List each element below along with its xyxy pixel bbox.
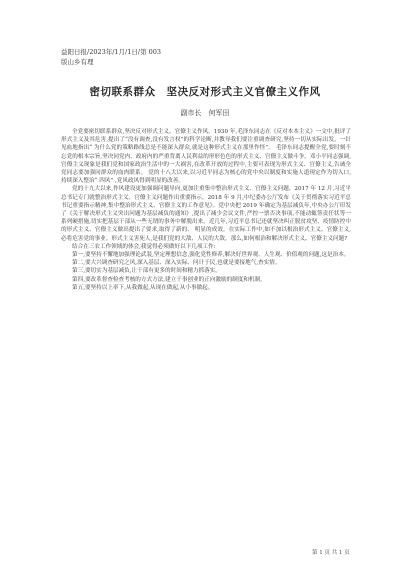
document-meta — [61, 47, 161, 67]
paragraph: 第五,要坚持以上率下,从我做起,从现在做起,从小事做起。 — [72, 284, 214, 291]
paragraph: 党的十九大以来,作风建设更加强调问题导向,更加注重集中整治形式主义、官僚主义问题。2017 年 12 月,习近平总书记专门就整治形式主义、官僚主义问题作出重要指示。2018 年 9 月,中纪委办公厅发布《关于贯彻落实习近平总书记重要指示精神,集中整治形式主义、官僚主义的工作意见》。党中央把 2019 年确定为基层减负年,中央办公厅印发了《关于解决形式主义突出问题为基层减负的通知》,提出了减少会议文件,严控一票否决事项,不能动辄签责任状等一系列硬措施,切实把基层干部从一些无谓的事务中解脱出来。近几年,习近平总书记还就坚决纠正脱贫攻坚、疫情防控中的形式主义、官僚主义做出提出了要求,取得了新的、 明显的成效。在实际工作中,如不加以根治形式主义、官僚主义,必将危害党的事业。形式主义害死人,是我们党的大敌、人民的大敌。那么,如何根治和解决形式主义、官僚主义问题? — [61, 186, 351, 242]
article-author: 副市长 何军田 — [180, 109, 230, 117]
article-title: 密切联系群众 坚决反对形式主义官僚主义作风 — [89, 86, 321, 98]
page-number: 第 1 页 共 1 页 — [312, 550, 350, 556]
paragraph: 全党要密切联系群众,坚决反对形式主义、官僚主义作风。1930 年,毛泽东同志在《反对本本主义》一文中,批评了形式主义及其危害,提出了“没有调查,没有发言权”的科学论断,并教导我们要注重调查研究,坚持一切从实际出发。一针见血地指出“ 为什么党的策略路线总是不能深入群众,就是这种形式主义在那里作怪”。 毛泽东同志提醒全党,要时刻不忘党的根本宗旨,坚决同党内、政府内的严重背离人民利益的形形色色的形式主义、官僚主义做斗争。邓小平同志强调,官僚主义现象是我们党和国家政治生活中的一大祸害,在改革开放的过程中,主要可表现为形式主义、官僚主义,告诫全党同志要加强同群众的血肉联系。 党的十八大以来,以习近平同志为核心的党中央以制度和实施人道现定作为切入口,持续深入整治“ 四风” ,党风政风得到明显的改善。 — [61, 129, 351, 185]
article-body — [61, 128, 351, 292]
paragraph: 第三,要切实为基层减负,让干部有更多的时间和精力抓落实。 — [72, 268, 221, 275]
paragraph: 第一,要坚持不懈地加强理论武装,坚定理想信念,强化党性修养,解决好世界观、人生观、价值观的问题,这是治本。 — [72, 252, 350, 259]
paragraph: 第四,要改革督查检查考核的方式方法,建立干事创业的正向激励的制度和机制。 — [72, 276, 266, 283]
paragraph: 第二,要大兴调查研究之风,深入基层、深入实际、问计于民,也就是要接地气,查实情。 — [72, 260, 281, 267]
section-line: 版山乡有理 — [61, 58, 94, 66]
source-line: 益阳日报/2023年/1月/1日/第 003 — [61, 48, 162, 56]
paragraph: 结合在三农工作领域的体会,我觉得必须做好以下几项工作: — [72, 243, 216, 250]
